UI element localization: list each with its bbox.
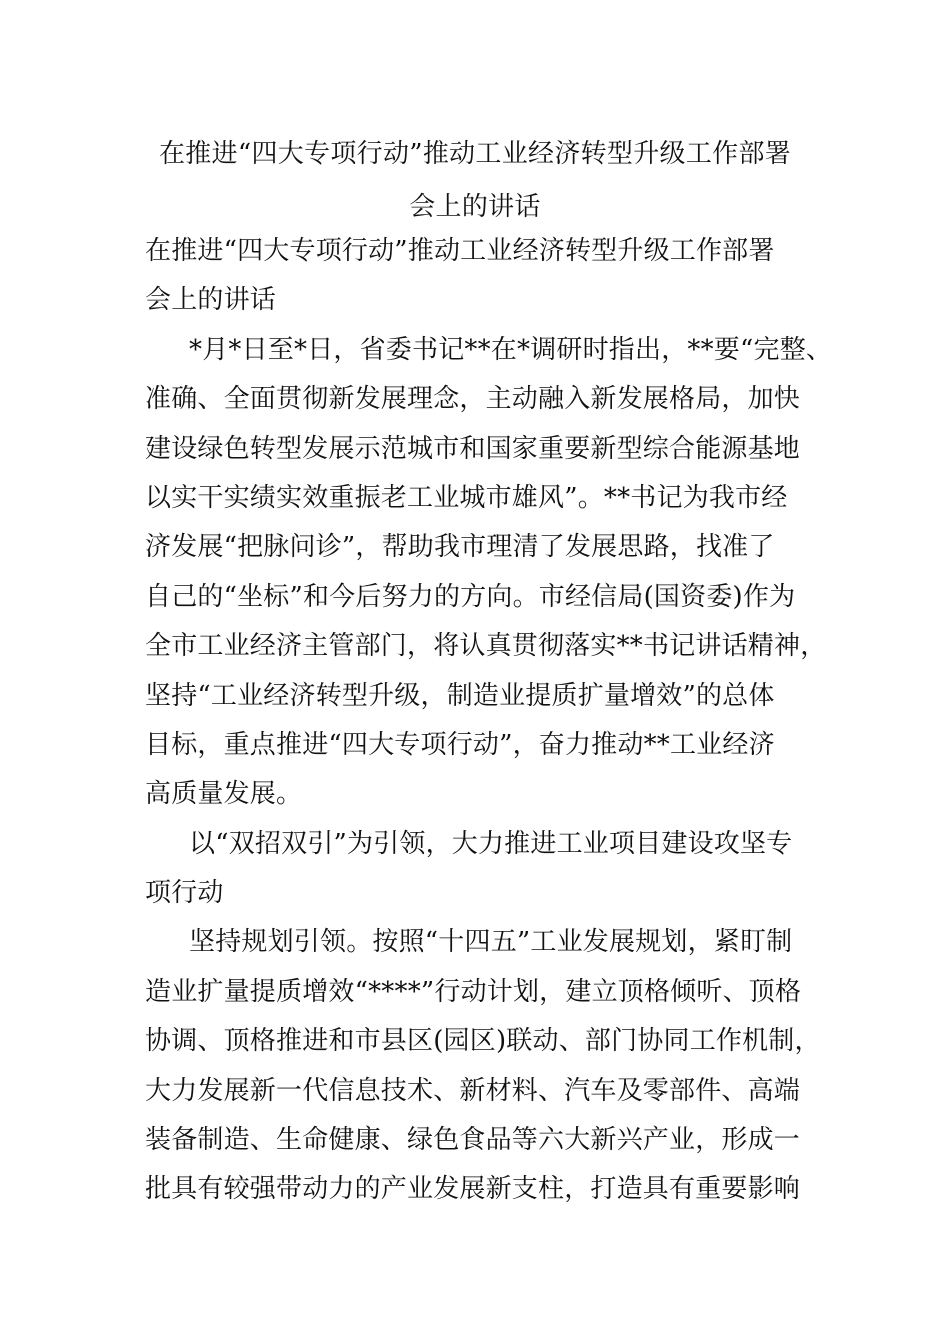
body-line: 大力发展新一代信息技术、新材料、汽车及零部件、高端 <box>145 1075 801 1106</box>
body-line: 以“双招双引”为引领，大力推进工业项目建设攻坚专 <box>189 828 793 859</box>
body-line: 坚持规划引领。按照“十四五”工业发展规划，紧盯制 <box>189 927 793 958</box>
body-line: 会上的讲话 <box>145 285 277 316</box>
document-body <box>145 227 833 1215</box>
body-line: 以实干实绩实效重振老工业城市雄风”。**书记为我市经 <box>145 482 788 513</box>
body-line: 济发展“把脉问诊”，帮助我市理清了发展思路，找准了 <box>145 532 775 563</box>
body-line: 目标，重点推进“四大专项行动”，奋力推动**工业经济 <box>145 729 775 760</box>
body-line: 全市工业经济主管部门，将认真贯彻落实**书记讲话精神， <box>145 631 827 662</box>
body-line: 自己的“坐标”和今后努力的方向。市经信局(国资委)作为 <box>145 581 796 612</box>
body-line: 坚持“工业经济转型升级，制造业提质扩量增效”的总体 <box>145 680 775 711</box>
body-line: 准确、全面贯彻新发展理念，主动融入新发展格局，加快 <box>145 384 801 415</box>
body-line: 造业扩量提质增效“****”行动计划，建立顶格倾听、顶格 <box>145 976 802 1007</box>
body-line: 在推进“四大专项行动”推动工业经济转型升级工作部署 <box>145 236 775 266</box>
body-line: 批具有较强带动力的产业发展新支柱，打造具有重要影响 <box>145 1174 801 1205</box>
body-line: 高质量发展。 <box>145 779 303 810</box>
body-line: 协调、顶格推进和市县区(园区)联动、部门协同工作机制， <box>145 1026 821 1057</box>
body-line: 项行动 <box>145 878 224 909</box>
body-line: 建设绿色转型发展示范城市和国家重要新型综合能源基地 <box>145 433 801 464</box>
title-line-1: 在推进“四大专项行动”推动工业经济转型升级工作部署 <box>158 139 792 169</box>
body-line: 装备制造、生命健康、绿色食品等六大新兴产业，形成一 <box>145 1125 801 1156</box>
document-title <box>140 128 810 234</box>
body-line: *月*日至*日，省委书记**在*调研时指出，**要“完整、 <box>189 334 833 365</box>
title-line-2: 会上的讲话 <box>409 192 541 222</box>
